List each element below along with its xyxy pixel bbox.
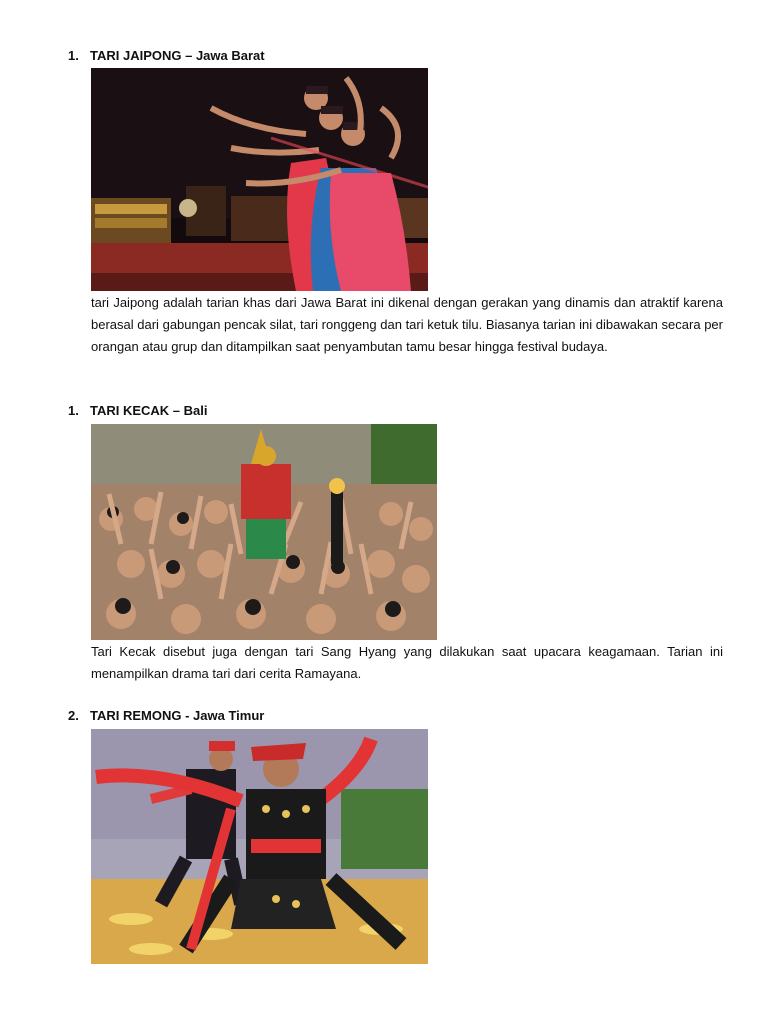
kecak-dance-photo [91,424,437,640]
remong-dance-photo [91,729,428,964]
section-1-number: 1. [68,48,79,63]
section-3-number: 2. [68,708,79,723]
section-1-heading [68,48,265,63]
section-2-heading [68,403,208,418]
section-3-title: TARI REMONG - Jawa Timur [90,708,265,723]
section-2-title: TARI KECAK – Bali [90,403,208,418]
section-2-number: 1. [68,403,79,418]
section-1-title: TARI JAIPONG – Jawa Barat [90,48,265,63]
jaipong-dance-photo [91,68,428,291]
section-1-body: tari Jaipong adalah tarian khas dari Jawa Barat ini dikenal dengan gerakan yang dinamis dan atraktif karena berasal dari gabungan pencak silat, tari ronggeng dan tari ketuk tilu. Biasanya tarian ini dibawakan secara per orangan atau grup dan ditampilkan saat penyambutan tamu besar hingga festival budaya. [91,295,723,354]
section-3-heading [68,708,264,723]
section-2-body: Tari Kecak disebut juga dengan tari Sang Hyang yang dilakukan saat upacara keagamaan. Tarian ini menampilkan drama tari dari cerita Ramayana. [91,644,723,681]
